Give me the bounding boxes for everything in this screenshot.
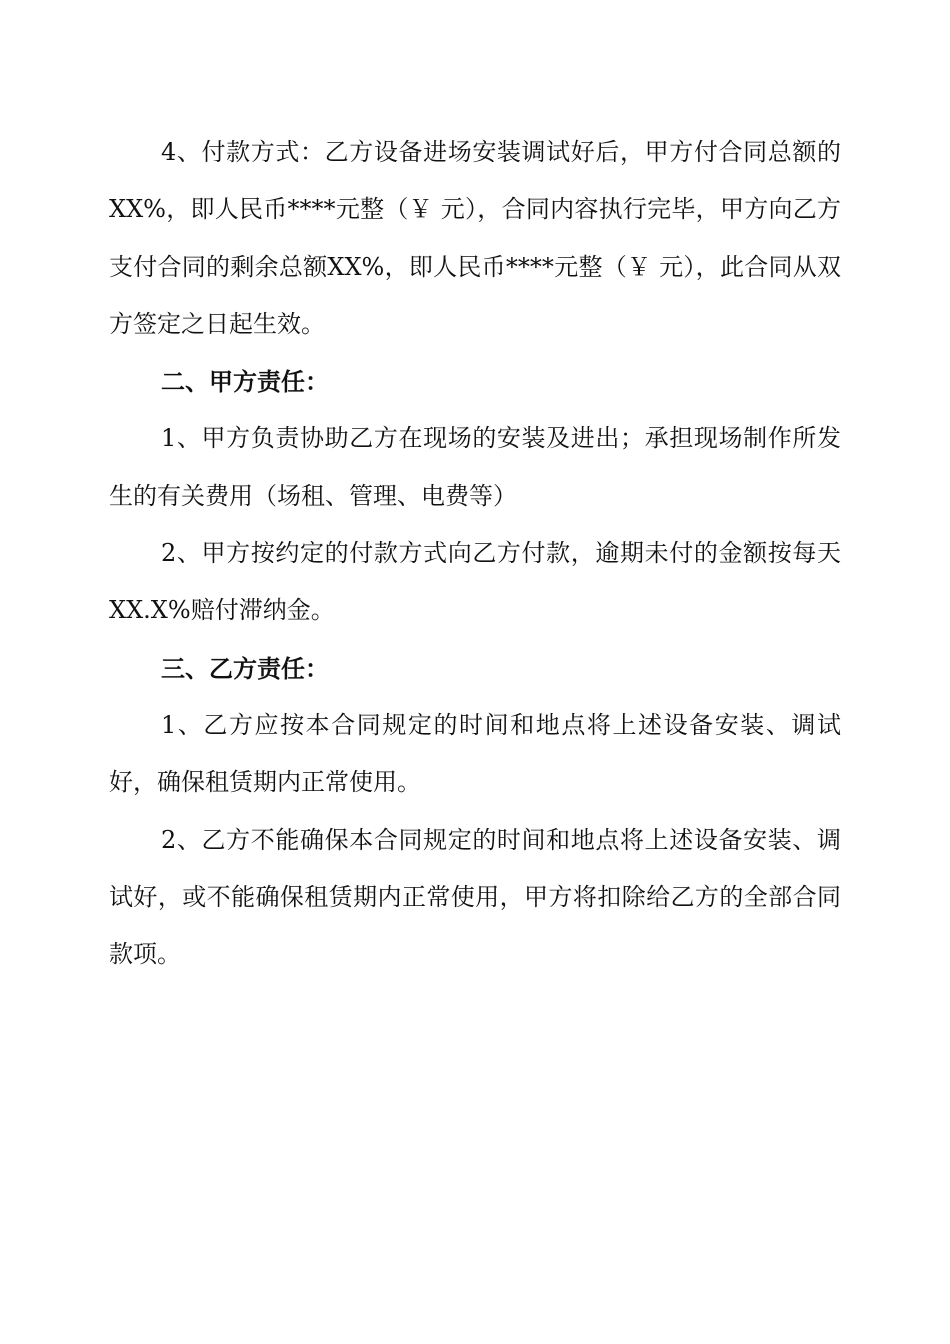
party-a-responsibilities-heading: 二、甲方责任：: [161, 367, 329, 397]
document-body: [109, 124, 841, 983]
party-a-clause-2: 2、甲方按约定的付款方式向乙方付款，逾期未付的金额按每天XX.X%赔付滞纳金。: [109, 539, 841, 625]
party-b-responsibilities-heading: 三、乙方责任：: [161, 653, 329, 683]
party-b-clause-1: 1、乙方应按本合同规定的时间和地点将上述设备安装、调试好，确保租赁期内正常使用。: [109, 710, 841, 797]
payment-method-paragraph: 4、付款方式：乙方设备进场安装调试好后，甲方付合同总额的XX%，即人民币****元整（￥ 元），合同内容执行完毕，甲方向乙方支付合同的剩余总额XX%，即人民币****元整（￥ 元），此合同从双方签定之日起生效。: [109, 138, 841, 338]
party-b-clause-2: 2、乙方不能确保本合同规定的时间和地点将上述设备安装、调试好，或不能确保租赁期内正常使用，甲方将扣除给乙方的全部合同款项。: [109, 825, 841, 969]
party-a-clause-1: 1、甲方负责协助乙方在现场的安装及进出；承担现场制作所发生的有关费用（场租、管理、电费等）: [109, 424, 841, 510]
